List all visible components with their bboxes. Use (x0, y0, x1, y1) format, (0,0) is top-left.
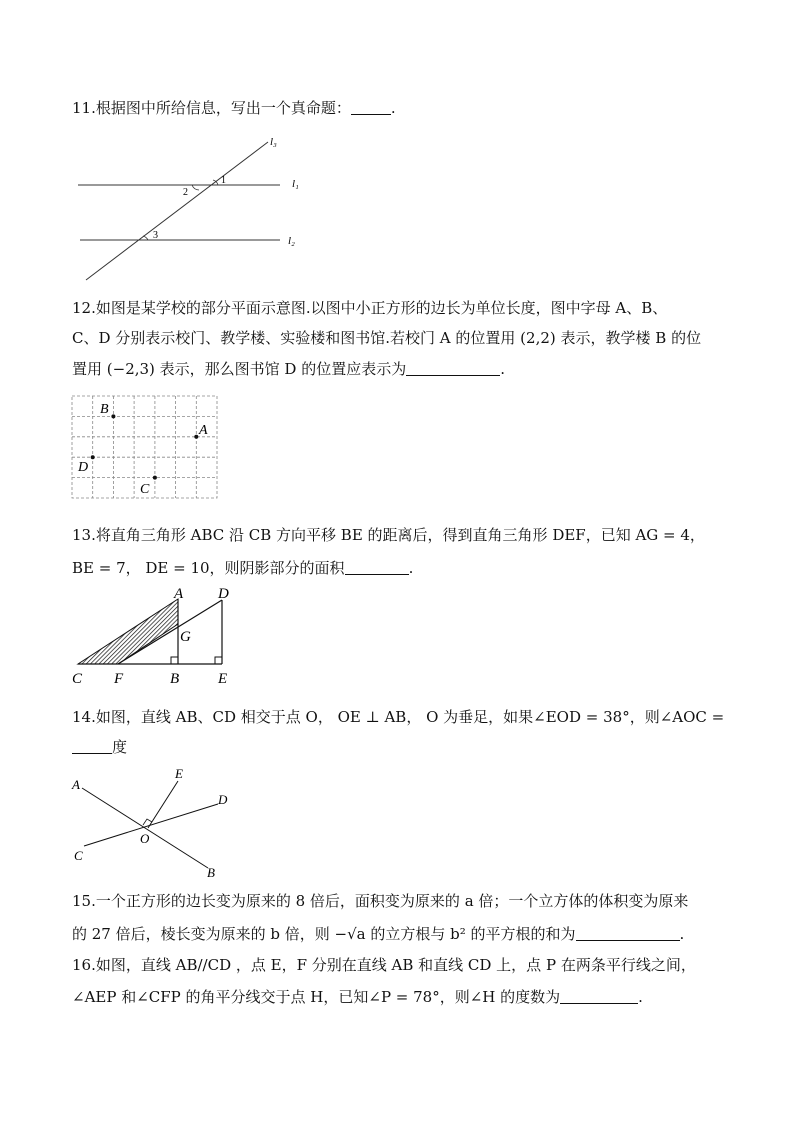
q12-grid-figure (70, 394, 220, 500)
shaded-region (78, 599, 178, 664)
right-angle-E (215, 657, 222, 664)
angle-arc-2 (192, 185, 199, 190)
line-CD (84, 804, 218, 846)
point-D (91, 455, 95, 459)
label-E: E (218, 671, 228, 687)
label-C: C (140, 482, 150, 497)
q12-line3: 置用 (−2,3) 表示，那么图书馆 D 的位置应表示为 . (72, 360, 506, 378)
label-E: E (175, 766, 183, 781)
label-B: B (207, 865, 215, 880)
q13-figure (68, 584, 248, 688)
label-B: B (170, 671, 180, 687)
q15-line1: 15.一个正方形的边长变为原来的 8 倍后，面积变为原来的 a 倍；一个立方体的体积变为原来 (72, 892, 689, 910)
answer-blank[interactable] (345, 559, 409, 575)
label-angle-1: 1 (221, 175, 226, 186)
answer-blank[interactable] (576, 925, 680, 941)
point-A (194, 435, 198, 439)
label-B: B (100, 402, 109, 417)
q11-text: 11.根据图中所给信息，写出一个真命题： . (72, 99, 396, 117)
answer-blank[interactable] (72, 738, 112, 754)
label-angle-3: 3 (153, 230, 158, 241)
q14-line1: 14.如图，直线 AB、CD 相交于点 O， OE ⊥ AB， O 为垂足，如果∠EOD = 38°，则∠AOC = (72, 708, 725, 726)
label-angle-2: 2 (183, 187, 188, 198)
q15-line2: 的 27 倍后，棱长变为原来的 b 倍，则 −√a 的立方根与 b² 的平方根的和为 . (72, 925, 685, 943)
angle-arc-3 (143, 236, 148, 240)
q14-figure (68, 764, 248, 880)
answer-blank[interactable] (351, 99, 391, 115)
label-D: D (218, 792, 228, 807)
line-AB (82, 788, 208, 868)
label-D: D (78, 460, 89, 475)
q12-line1: 12.如图是某学校的部分平面示意图.以图中小正方形的边长为单位长度，图中字母 A、B、 (72, 299, 668, 317)
q16-line1: 16.如图，直线 AB//CD ，点 E，F 分别在直线 AB 和直线 CD 上，点 P 在两条平行线之间， (72, 956, 696, 974)
right-angle-B (171, 657, 178, 664)
label-A: A (72, 777, 80, 792)
line-l3 (86, 142, 268, 280)
q13-line1: 13.将直角三角形 ABC 沿 CB 方向平移 BE 的距离后，得到直角三角形 DEF，已知 AG = 4， (72, 526, 705, 544)
answer-blank[interactable] (560, 988, 638, 1004)
label-O: O (140, 831, 150, 846)
q13-line2: BE = 7， DE = 10，则阴影部分的面积 . (72, 559, 414, 577)
q12-line2: C、D 分别表示校门、教学楼、实验楼和图书馆.若校门 A 的位置用 (2,2) 表示，教学楼 B 的位 (72, 329, 702, 347)
answer-blank[interactable] (406, 360, 500, 376)
label-F: F (114, 671, 124, 687)
label-G: G (180, 629, 191, 645)
label-A: A (174, 586, 184, 602)
q11-figure (70, 132, 310, 284)
label-C: C (72, 671, 83, 687)
label-C: C (74, 848, 83, 863)
point-C (153, 476, 157, 480)
label-A: A (199, 423, 208, 438)
label-l1: l₁ (292, 178, 299, 190)
label-D: D (218, 586, 229, 602)
q16-line2: ∠AEP 和∠CFP 的角平分线交于点 H，已知∠P = 78°，则∠H 的度数为 . (72, 988, 643, 1006)
label-l2: l₂ (288, 235, 295, 247)
point-B (111, 414, 115, 418)
q14-line2: 度 (72, 737, 127, 757)
label-l3: l₃ (270, 136, 277, 148)
